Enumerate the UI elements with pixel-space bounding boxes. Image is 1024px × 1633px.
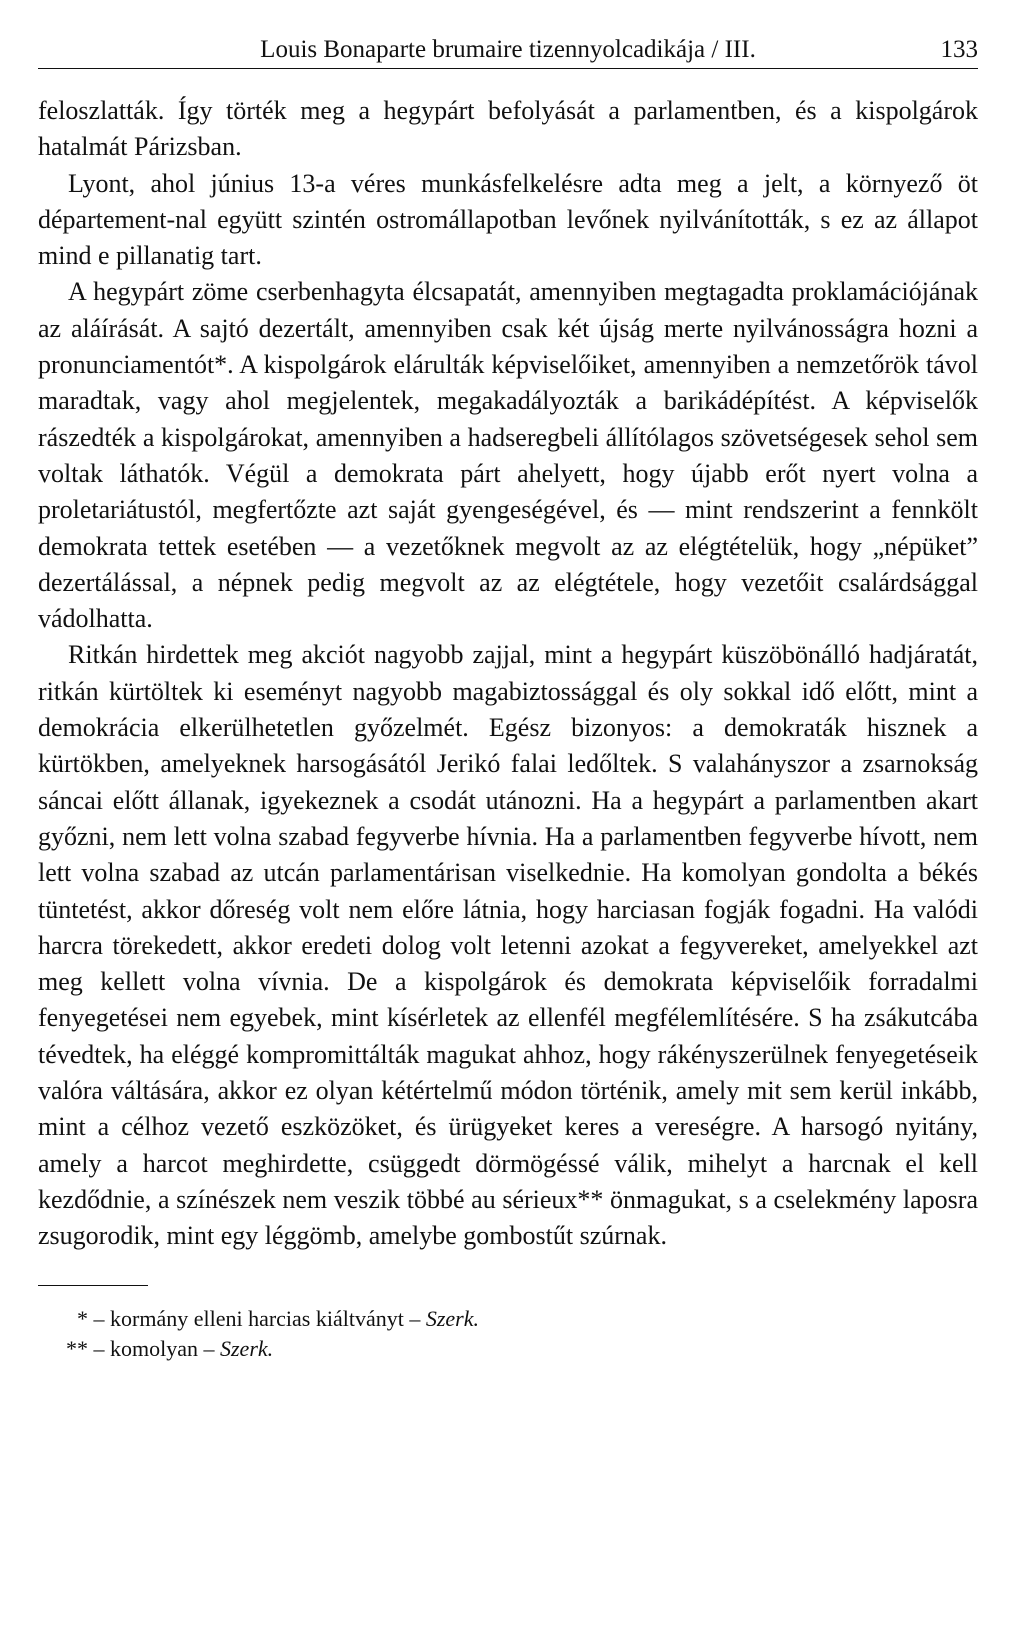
footnote-marker: *	[77, 1305, 88, 1331]
paragraph-3: A hegypárt zöme cserbenhagyta élcsapatát, amennyiben megtagadta proklamációjának az aláírását. A sajtó dezertált, amennyiben csak két újság merte nyilvánosságra hozni a pronunciamentót*. A kispolgárok elárulták képviselőiket, amennyiben a nemzetőrök távol maradtak, vagy ahol megjelentek, megakadályozták a barikádépítést. A képviselők rászedték a kispolgárokat, amennyiben a hadseregbeli állítólagos szövetségesek sehol sem voltak láthatók. Végül a demokrata párt ahelyett, hogy újabb erőt nyert volna a proletariátustól, megfertőzte azt saját gyengeségével, és — mint rendszerint a fennkölt demokrata tettek esetében — a vezetőknek megvolt az az elégtételük, hogy „népüket” dezertálással, a népnek pedig megvolt az az elégtétele, hogy vezetőit csalárdsággal vádolhatta.	[38, 277, 978, 634]
book-page	[38, 28, 978, 1364]
footnote-editor: Szerk.	[425, 1305, 479, 1331]
footnote-1	[66, 1304, 978, 1334]
paragraph-4: Ritkán hirdettek meg akciót nagyobb zajjal, mint a hegypárt küszöbönálló hadjáratát, ritkán kürtöltek ki eseményt nagyobb magabiztossággal és oly sokkal idő előtt, mint a demokrácia elkerülhetetlen győzelmét. Egész bizonyos: a demokraták hisznek a kürtökben, amelyeknek harsogásától Jerikó falai ledőltek. S valahányszor a zsarnokság sáncai előtt állanak, igyekeznek a csodát utánozni. Ha a hegypárt a parlamentben akart győzni, nem lett volna szabad fegyverbe hívnia. Ha a parlamentben fegyverbe hívott, nem lett volna szabad az utcán parlamentárisan viselkednie. Ha komolyan gondolta a békés tüntetést, akkor dőreség volt nem előre látnia, hogy harciasan fogják fogadni. Ha valódi harcra törekedett, akkor eredeti dolog volt letenni azokat a fegyvereket, amelyekkel azt meg kellett volna vívnia. De a kispolgárok és demokrata képviselőik forradalmi fenyegetései nem egyebek, mint kísérletek az ellenfél megfélemlítésére. S ha zsákutcába tévedtek, ha eléggé kompromittálták magukat ahhoz, hogy rákényszerülnek fenyegetéseik valóra váltására, akkor ez olyan kétértelmű módon történik, amely mit sem kerül inkább, mint a célhoz vezető eszközöket, és ürügyeket keres a vereségre. A harsogó nyitány, amely a harcot meghirdette, csüggedt dörmögéssé válik, mihelyt a harcnak el kell kezdődnie, a színészek nem veszik többé au sérieux** önmagukat, s a cselekmény laposra zsugorodik, mint egy léggömb, amelybe gombostűt szúrnak.	[38, 640, 978, 1251]
footnote-divider	[38, 1285, 148, 1286]
body-text	[38, 93, 978, 1255]
footnote-editor: Szerk.	[220, 1335, 274, 1361]
paragraph-2: Lyont, ahol június 13-a véres munkásfelkelésre adta meg a jelt, a környező öt département-nal együtt szintén ostromállapotban levőnek nyilvánították, s ez az állapot mind e pillanatig tart.	[38, 168, 978, 271]
page-header	[38, 28, 978, 69]
footnote-2	[66, 1334, 978, 1364]
paragraph-1: feloszlatták. Így törték meg a hegypárt befolyását a parlamentben, és a kispolgárok hatalmát Párizsban.	[38, 96, 978, 162]
running-title: Louis Bonaparte brumaire tizennyolcadikája / III.	[260, 36, 756, 63]
page-number: 133	[940, 36, 978, 63]
footnotes	[66, 1304, 978, 1364]
footnote-text: – kormány elleni harcias kiáltványt –	[93, 1305, 421, 1331]
footnote-marker: **	[66, 1335, 88, 1361]
footnote-text: – komolyan –	[93, 1335, 215, 1361]
